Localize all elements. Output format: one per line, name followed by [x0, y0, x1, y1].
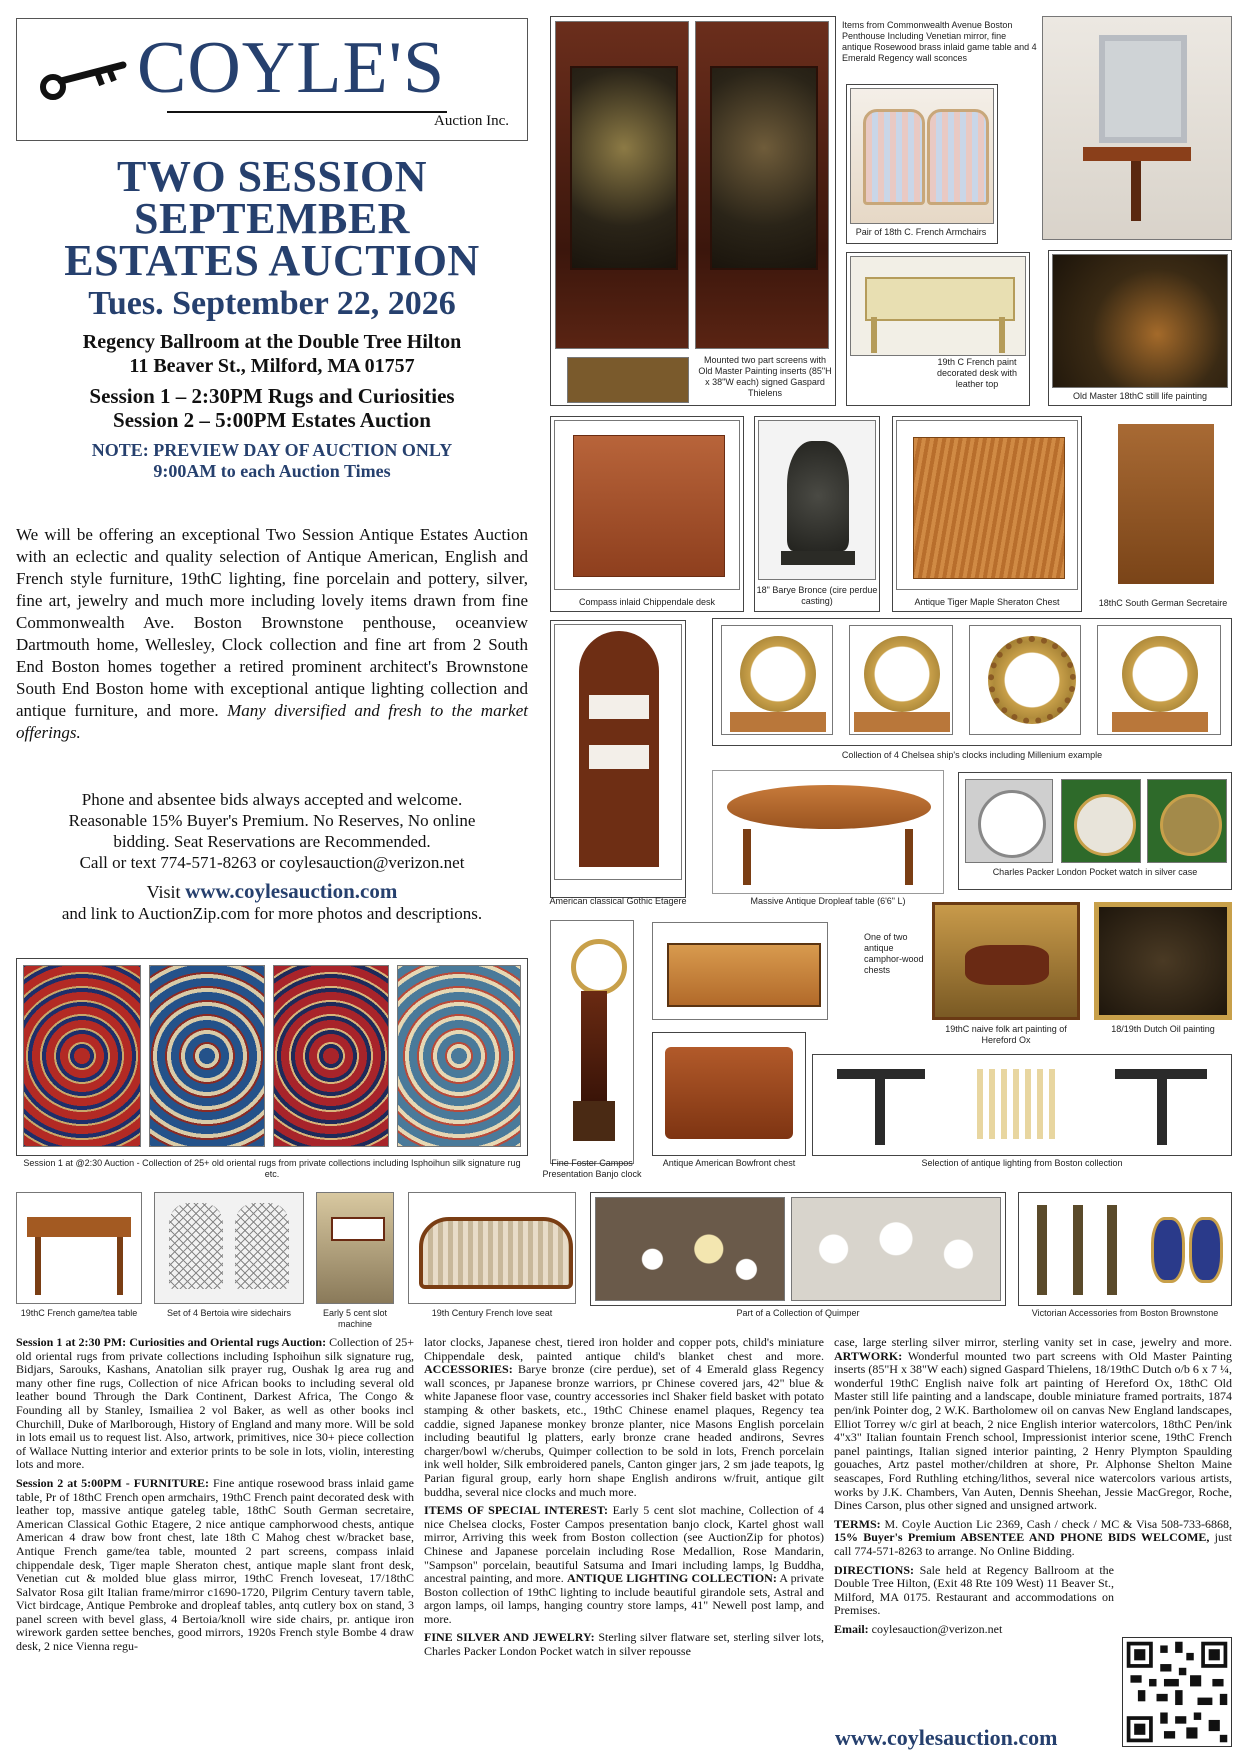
preview-times: 9:00AM to each Auction Times	[153, 461, 391, 481]
caption-desk: 19th C French paint decorated desk with leather top	[936, 357, 1018, 389]
contact-line6: and link to AuctionZip.com for more photos and descriptions.	[61, 904, 483, 923]
caption-loveseat: 19th Century French love seat	[431, 1308, 553, 1318]
directions-text: Sale held at Regency Ballroom at the Double Tree Hilton, (Exit 48 Rte 109 West) 11 Beaver St., Milford, MA 0175. Restaurant and accommodations on Premises.	[834, 1562, 1115, 1618]
desk-photo	[850, 256, 1026, 356]
preview-note: NOTE: PREVIEW DAY OF AUCTION ONLY	[91, 440, 453, 460]
etagere-box	[550, 620, 686, 898]
terms-end: just call 774-571-8263 to arrange. No Online Bidding.	[834, 1530, 1233, 1558]
special-interest-text: Early 5 cent slot machine, Collection of 4 nice Chelsea clocks, Foster Campos presentation banjo clock, Kartel ghost wall mirror, Arriving this week from Boston collection (see AuctionZip for photos) Chinese and Japanese porcelain including Rose Medallion, Rose Mandarin, "Sampson" porcelain, beautiful Satsuma and Imari including lamps, lg Buddha, ancestral painting, and more.	[424, 1503, 825, 1586]
email-heading: Email:	[834, 1621, 869, 1636]
quimper-1-photo	[595, 1197, 785, 1301]
pocketwatch-case-photo	[1061, 779, 1141, 863]
caption-dutch: 18/19th Dutch Oil painting	[1111, 1024, 1215, 1034]
caption-dropleaf: Massive Antique Dropleaf table (6'6" L)	[750, 896, 906, 906]
quimper-box	[590, 1192, 1006, 1306]
terms-heading: TERMS:	[834, 1516, 881, 1531]
bowfront-box	[652, 1032, 806, 1156]
lighting-1-photo	[817, 1059, 945, 1151]
accessories-heading: ACCESSORIES:	[424, 1362, 513, 1377]
intro-text: We will be offering an exceptional Two Session Antique Estates Auction with an eclectic and quality selection of Antique American, English and French style furniture, 19thC lighting, fine porcelain and pottery, silver, fine art, jewelry and much more including lovely items drawn from fine Commonwealth Ave. Boston Brownstone penthouse, oceanview Dartmouth home, Wellesley, Clock collection and fine art from 2 South End Boston homes together a retired prominent architect's Brownstone South End Boston home with exceptional antique lighting collection and antique furniture, and more.	[16, 525, 528, 720]
caption-bowfront: Antique American Bowfront chest	[662, 1158, 796, 1168]
caption-chippendale: Compass inlaid Chippendale desk	[578, 597, 716, 607]
logo-name: COYLE'S	[137, 27, 446, 109]
caption-lighting: Selection of antique lighting from Boston collection	[921, 1158, 1123, 1168]
session2-text: Fine antique rosewood brass inlaid game table, Pr of 18thC French open armchairs, 19thC French paint decorated desk with leather top, massive antique gateleg table, 18thC South German secretaire, American Classical Gothic Etagere, 2 nice antique camphorwood chests, antique American 4 draw bow front chest, late 18th C Mahog chest w/bracket base, Antique French game/tea table, mounted 2 part screens, compass inlaid chippendale desk, Tiger maple Sheraton chest, antique maple slant front desk, Venetian cut & molded blue glass mirror, 19thC French loveseat, 17/18thC Salvator Rosa gilt Italian frame/mirror c1690-1720, Pilgrim Century tavern table, Vict birdcage, Antique Pembroke and dropleaf tables, antq cutlery box on stand, 3 panel screen with bevel glass, 4 Bertoia/knoll wire side chairs, pr. antique iron wirework garden settee benches, good mirrors, 1920s French style Bombe 4 draw desk, 2 nice Vienna regu-	[16, 1475, 415, 1654]
caption-slot: Early 5 cent slot machine	[322, 1308, 388, 1329]
stilllife-box	[1048, 250, 1232, 406]
commonwealth-photo	[1042, 16, 1232, 240]
stilllife-photo	[1052, 254, 1228, 388]
visit-label: Visit	[146, 882, 181, 902]
column3-text: case, large sterling silver mirror, sterling vanity set in case, jewelry and more.	[834, 1335, 1232, 1349]
caption-stilllife: Old Master 18thC still life painting	[1072, 391, 1208, 401]
email-link[interactable]: coylesauction@verizon.net	[871, 1621, 1003, 1636]
footer-website-link[interactable]: www.coylesauction.com	[835, 1725, 1058, 1750]
silver-heading: FINE SILVER AND JEWELRY:	[424, 1630, 595, 1645]
bowfront-photo	[659, 1041, 799, 1149]
caption-secretaire: 18thC South German Secretaire	[1098, 598, 1228, 608]
screen-panel-left	[555, 21, 689, 349]
tiger-box	[892, 416, 1082, 612]
lighting-box	[812, 1054, 1232, 1156]
caption-screens: Mounted two part screens with Old Master Painting inserts (85"H x 38"W each) signed Gaspard Thielens	[698, 355, 832, 398]
body-column-3	[834, 1336, 1232, 1641]
terms-bold: 15% Buyer's Premium ABSENTEE AND PHONE BIDS WELCOME,	[834, 1530, 1210, 1545]
artwork-heading: ARTWORK:	[834, 1348, 903, 1363]
caption-pocketwatch: Charles Packer London Pocket watch in silver case	[992, 867, 1198, 877]
clock-1-photo	[721, 625, 833, 735]
caption-victorian: Victorian Accessories from Boston Brownstone	[1031, 1308, 1219, 1318]
caption-etagere: American classical Gothic Etagere	[549, 896, 687, 906]
camphor-photo	[652, 922, 828, 1020]
clock-2-photo	[849, 625, 953, 735]
artwork-text: Wonderful mounted two part screens with Old Master Painting inserts (85"H x 38"W each) signed Gaspard Thielens, 18/19thC Dutch o/b 6 x 7 ¼, wonderful 19thC English naive folk art painting of Hereford Ox, 18thC Old Master still life painting and a landscape, double miniature framed portraits, 1874 pen/ink Pointer dog, 2 W.K. Bartholomew oil on canvas New England landscapes, Elliot Torrey w/c girl at beach, 2 nice English interior watercolors, 18thC Pen/ink 4"x3" Italian fountain French school, Impressionist interior scene, 19thC French panel paintings, Italian signed interior painting, 2 Henry Plympton Spaulding gouaches, Artz pastel mother/children at shore, Pr. Alphonse Shelton Maine seascapes, Ford Ruthling etching/lithos, several nice watercolors various artists, works by J.K. Chambers, Van Auten, Dennis Sheehan, Jessie MacGregor, Roche, Dines Carson, plus other signed and unsigned artwork.	[834, 1348, 1232, 1513]
clocks-box	[712, 618, 1232, 746]
caption-bertoia: Set of 4 Bertoia wire sidechairs	[166, 1308, 292, 1318]
accessories-text: Barye bronze (cire perdue), set of 4 Emerald glass Regency wall sconces, pr Japanese bronze warriors, pr Chinese covered jars, 42" blue & white Japanese floor vase, country accessories incl Shaker field basket with potato stamping & other baskets, etc., 19thC Chinese enamel plaques, Regency tea caddie, signed Japanese monkey bronze planter, nice Masons English porcelain including beautiful lg platters, early bronze crane headed andirons, Sevres charger/bowl w/cherubs, Quimper collection to be sold in lots, French porcelain ink well holder, Silk embroidered panels, Canton ginger jars, 2 sm jade teapots, lg Parian figural group, early horn shape English andirons w/fruit, antique gilt buddha, several nice clocks and much more.	[424, 1362, 824, 1499]
barye-photo	[758, 420, 876, 580]
headline	[12, 152, 532, 482]
clock-4-photo	[1097, 625, 1221, 735]
contact-line1: Phone and absentee bids always accepted and welcome.	[81, 790, 463, 809]
loveseat-photo	[408, 1192, 576, 1304]
intro-paragraph	[16, 524, 528, 744]
intro-italic: Many diversified and fresh to the market offerings.	[16, 701, 528, 742]
signature-detail	[567, 357, 689, 403]
auction-date: Tues. September 22, 2026	[88, 285, 456, 322]
rug-1-photo	[23, 965, 141, 1147]
session1: Session 1 – 2:30PM Rugs and Curiosities	[89, 384, 455, 408]
caption-armchairs: Pair of 18th C. French Armchairs	[855, 227, 987, 237]
headline-line2: SEPTEMBER	[134, 194, 410, 243]
armchairs-photo	[850, 88, 994, 224]
secretaire-photo	[1098, 416, 1232, 588]
rugs-box	[16, 958, 528, 1156]
caption-rugs: Session 1 at @2:30 Auction - Collection of 25+ old oriental rugs from private collections including Isphoihun silk signature rug etc.	[23, 1158, 521, 1179]
column2-text: lator clocks, Japanese chest, tiered iron holder and copper pots, child's miniature Chippendale desk, painted antique child's blanket chest and more.	[424, 1335, 824, 1363]
special-interest-heading: ITEMS OF SPECIAL INTEREST:	[424, 1503, 608, 1518]
lighting-3-photo	[1095, 1059, 1227, 1151]
ox-photo	[932, 902, 1080, 1020]
caption-quimper: Part of a Collection of Quimper	[736, 1308, 860, 1318]
venue-line2: 11 Beaver St., Milford, MA 01757	[129, 355, 415, 377]
rug-3-photo	[273, 965, 389, 1147]
dropleaf-photo	[712, 770, 944, 894]
victorian-photo	[1023, 1197, 1229, 1301]
lighting-heading: ANTIQUE LIGHTING COLLECTION:	[566, 1571, 777, 1586]
rug-2-photo	[149, 965, 265, 1147]
session1-heading: Session 1 at 2:30 PM: Curiosities and Oriental rugs Auction:	[16, 1335, 327, 1349]
session2-heading: Session 2 at 5:00PM - FURNITURE:	[16, 1475, 210, 1490]
headline-line3: ESTATES AUCTION	[64, 236, 480, 285]
session1-text: Collection of 25+ old oriental rugs from private collections including Isphoihun silk signature rug, Bidjars, Sarouks, Kashans, Anatolian silk prayer rug, Oushak lg area rug and many other fine rugs, Collection of nice African books to including several old leather bound Through the Dark Continent, Darkest Africa, The Congo & Founding all by Stanley, Ismailiea 2 vol Baker, as well as other books incl Churchill, Duke of Marlborough, History of England and many more. Will be sold in lots email us to request list. Also, artwork, primitives, nice 30+ piece collection of Wallace Nutting interior and exterior prints to be sole in lots, violin, interesting lots and more.	[16, 1335, 414, 1472]
chippendale-photo	[554, 420, 740, 590]
website-link[interactable]: www.coylesauction.com	[185, 879, 398, 903]
banjo-photo	[550, 920, 634, 1164]
terms-text: M. Coyle Auction Lic 2369, Cash / check / MC & Visa 508-733-6868,	[884, 1516, 1233, 1531]
contact-block	[16, 789, 528, 924]
directions-heading: DIRECTIONS:	[834, 1562, 915, 1577]
chippendale-box	[550, 416, 744, 612]
body-column-2	[424, 1336, 824, 1664]
qr-code-icon[interactable]	[1122, 1637, 1232, 1747]
contact-line4: Call or text 774-571-8263 or coylesauction@verizon.net	[79, 853, 465, 872]
logo-rule	[167, 111, 447, 113]
desk-box	[846, 252, 1030, 406]
headline-line1: TWO SESSION	[117, 152, 427, 201]
silver-text: Sterling silver flatware set, sterling silver lots, Charles Packer London Pocket watch in silver repousse	[424, 1630, 824, 1659]
caption-commonwealth: Items from Commonwealth Avenue Boston Penthouse Including Venetian mirror, fine antique Rosewood brass inlaid game table and 4 Emerald Regency wall sconces	[842, 20, 1037, 63]
caption-camphor: One of two antique camphor-wood chests	[864, 932, 924, 975]
caption-tiger: Antique Tiger Maple Sheraton Chest	[914, 597, 1060, 607]
victorian-box	[1018, 1192, 1232, 1306]
contact-line2: Reasonable 15% Buyer's Premium. No Reserves, No online	[68, 811, 476, 830]
session2: Session 2 – 5:00PM Estates Auction	[113, 408, 431, 432]
etagere-photo	[554, 624, 682, 880]
caption-barye: 18" Barye Bronce (cire perdue casting)	[756, 585, 878, 606]
screens-box	[550, 16, 836, 406]
rug-4-photo	[397, 965, 521, 1147]
lighting-2-photo	[957, 1059, 1075, 1151]
logo	[16, 18, 528, 141]
barye-box	[754, 416, 880, 612]
quimper-2-photo	[791, 1197, 1001, 1301]
bertoia-photo	[154, 1192, 304, 1304]
contact-line3: bidding. Seat Reservations are Recommended.	[113, 832, 431, 851]
screen-panel-right	[695, 21, 829, 349]
pocketwatch-silver-photo	[965, 779, 1053, 863]
caption-ox: 19thC naive folk art painting of Hereford Ox	[945, 1024, 1067, 1045]
armchairs-box	[846, 84, 998, 244]
slot-photo	[316, 1192, 394, 1304]
caption-banjo: Fine Foster Campos Presentation Banjo clock	[542, 1158, 642, 1179]
pocketwatch-box	[958, 772, 1232, 890]
dutch-photo	[1094, 902, 1232, 1020]
key-icon	[39, 57, 131, 109]
gametable-photo	[16, 1192, 142, 1304]
caption-gametable: 19thC French game/tea table	[20, 1308, 138, 1318]
venue-line1: Regency Ballroom at the Double Tree Hilton	[82, 331, 462, 353]
body-column-1	[16, 1336, 414, 1659]
clock-3-photo	[969, 625, 1081, 735]
lighting-text: A private Boston collection of 19thC lighting to include beautiful girandole sets, Astral and argon lamps, oil lamps, hanging country store lamps, 41" Newell post lamp, and more.	[424, 1571, 824, 1626]
tiger-photo	[896, 420, 1078, 590]
caption-clocks: Collection of 4 Chelsea ship's clocks including Millenium example	[841, 750, 1103, 760]
pocketwatch-open-photo	[1147, 779, 1227, 863]
logo-subtitle: Auction Inc.	[434, 113, 509, 129]
